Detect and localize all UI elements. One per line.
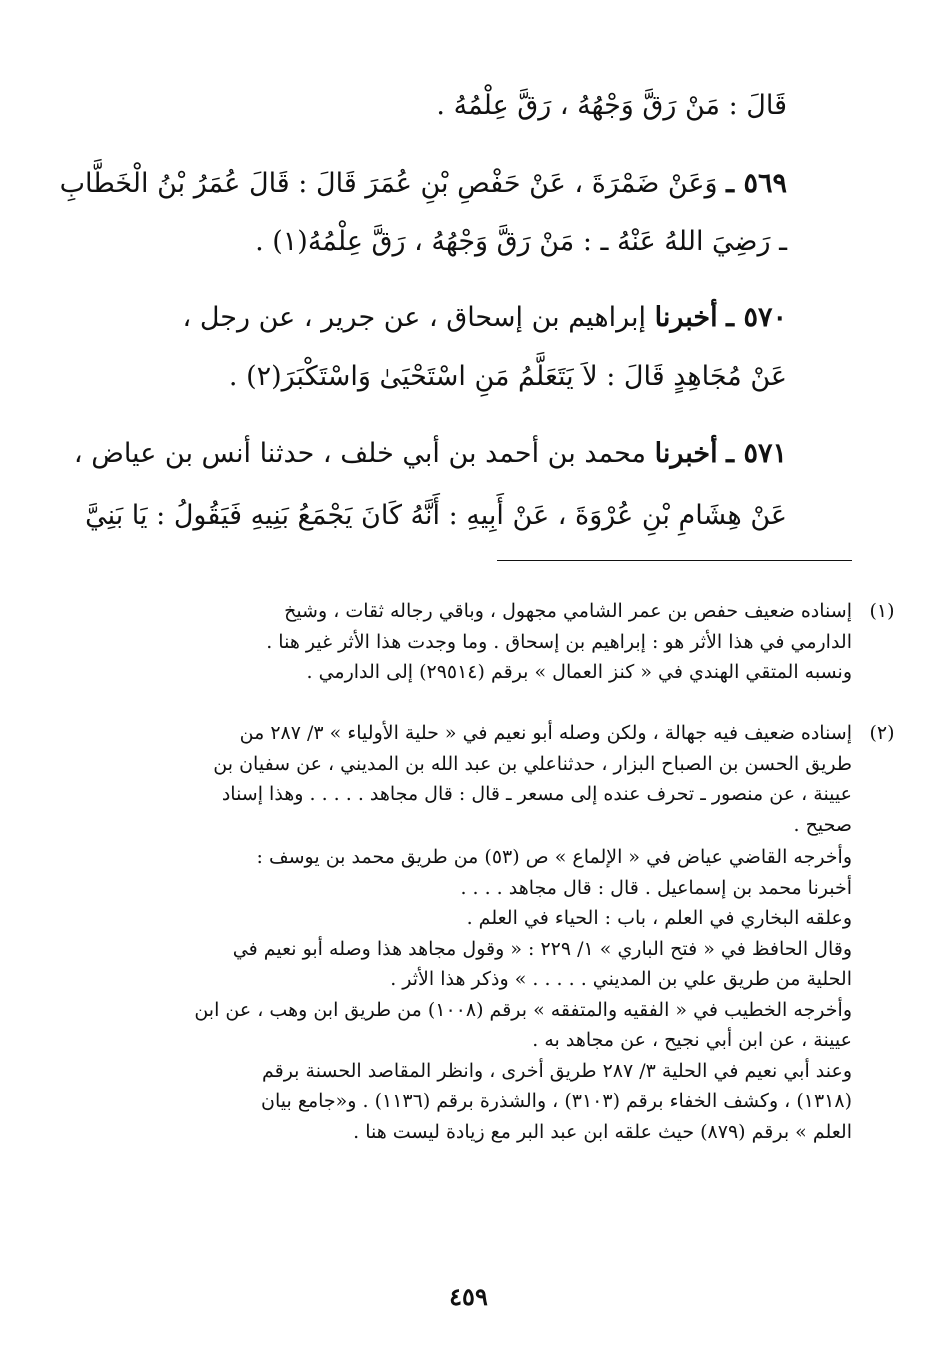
entry-571-line-2: عَنْ هِشَامِ بْنِ عُرْوَةَ ، عَنْ أَبِيهِ : أَنَّهُ كَانَ يَجْمَعُ بَنِيهِ فَيَقُولُ : يَا بَنِيَّ bbox=[85, 500, 787, 531]
footnote-line: عيينة ، عن منصور ـ تحرف عنده إلى مسعر ـ قال : قال مجاهد . . . . . وهذا إسناد bbox=[221, 783, 852, 805]
entry-570-akhbarana: أخبرنا bbox=[654, 302, 718, 333]
entry-571-line-1 bbox=[73, 432, 787, 476]
entry-570-line-2: عَنْ مُجَاهِدٍ قَالَ : لاَ يَتَعَلَّمُ مَنِ اسْتَحْيَىٰ وَاسْتَكْبَرَ(٢) . bbox=[228, 361, 787, 392]
entry-569-number: ٥٦٩ ـ bbox=[726, 168, 787, 199]
footnote-line: وأخرجه القاضي عياض في « الإلماع » ص (٥٣) من طريق محمد بن يوسف : bbox=[256, 846, 852, 868]
entry-569-line-1 bbox=[59, 162, 787, 206]
entry-571-akhbarana: أخبرنا bbox=[654, 438, 718, 469]
footnote-1 bbox=[82, 596, 895, 688]
entry-571-text: محمد بن أحمد بن أبي خلف ، حدثنا أنس بن عياض ، bbox=[73, 438, 646, 469]
entry-570-line-1 bbox=[87, 296, 787, 340]
entry-571-number: ٥٧١ ـ bbox=[726, 438, 787, 469]
footnote-line: وعند أبي نعيم في الحلية ٣/ ٢٨٧ طريق أخرى ، وانظر المقاصد الحسنة برقم bbox=[261, 1059, 852, 1082]
page-number: ٤٥٩ bbox=[449, 1282, 488, 1311]
footnote-line: (١٣١٨) ، وكشف الخفاء برقم (٣١٠٣) ، والشذرة برقم (١١٣٦) . و«جامع بيان bbox=[261, 1090, 852, 1112]
footnote-line: وأخرجه الخطيب في « الفقيه والمتفقه » برقم (١٠٠٨) من طريق ابن وهب ، عن ابن bbox=[194, 998, 852, 1021]
footnote-line: وعلقه البخاري في العلم ، باب : الحياء في العلم . bbox=[466, 907, 852, 929]
footnote-line: وقال الحافظ في « فتح الباري » ١/ ٢٢٩ : « وقول مجاهد هذا وصله أبو نعيم في bbox=[232, 937, 852, 960]
entry-569-line-2: ـ رَضِيَ اللهُ عَنْهُ ـ : مَنْ رَقَّ وَجْهُهُ ، رَقَّ عِلْمُهُ(١) . bbox=[255, 226, 787, 257]
footnote-line: عيينة ، عن ابن أبي نجيح ، عن مجاهد به . bbox=[532, 1029, 852, 1051]
footnote-2-continued bbox=[52, 842, 852, 1147]
entry-569-text: وَعَنْ ضَمْرَةَ ، عَنْ حَفْصِ بْنِ عُمَرَ قَالَ : قَالَ عُمَرُ بْنُ الْخَطَّابِ bbox=[59, 168, 718, 199]
footnote-line: ونسبه المتقي الهندي في « كنز العمال » برقم (٢٩٥١٤) إلى الدارمي . bbox=[306, 661, 852, 683]
footnote-2-marker: (٢) bbox=[869, 722, 895, 744]
footnote-line: الدارمي في هذا الأثر هو : إبراهيم بن إسحاق . وما وجدت هذا الأثر غير هنا . bbox=[266, 630, 852, 653]
entry-570-text: إبراهيم بن إسحاق ، عن جرير ، عن رجل ، bbox=[182, 302, 646, 333]
footnote-line: إسناده ضعيف حفص بن عمر الشامي مجهول ، وباقي رجاله ثقات ، وشيخ bbox=[284, 600, 852, 622]
footnote-line: الحلية من طريق علي بن المديني . . . . . » وذكر هذا الأثر . bbox=[390, 968, 852, 990]
footnote-line: أخبرنا محمد بن إسماعيل . قال : قال مجاهد . . . . bbox=[460, 876, 852, 899]
footnote-2 bbox=[82, 718, 895, 840]
footnote-line: طريق الحسن بن الصباح البزار ، حدثناعلي بن عبد الله بن المديني ، عن سفيان بن bbox=[213, 752, 852, 775]
footnote-1-marker: (١) bbox=[869, 600, 895, 622]
footnote-line: إسناده ضعيف فيه جهالة ، ولكن وصله أبو نعيم في « حلية الأولياء » ٣/ ٢٨٧ من bbox=[239, 722, 852, 744]
text-line: قَالَ : مَنْ رَقَّ وَجْهُهُ ، رَقَّ عِلْمُهُ . bbox=[436, 90, 787, 121]
entry-570-number: ٥٧٠ ـ bbox=[726, 302, 787, 333]
footnote-line: صحيح . bbox=[793, 813, 852, 836]
footnote-separator bbox=[497, 560, 852, 561]
footnote-line: العلم » برقم (٨٧٩) حيث علقه ابن عبد البر مع زيادة ليست هنا . bbox=[353, 1120, 852, 1143]
